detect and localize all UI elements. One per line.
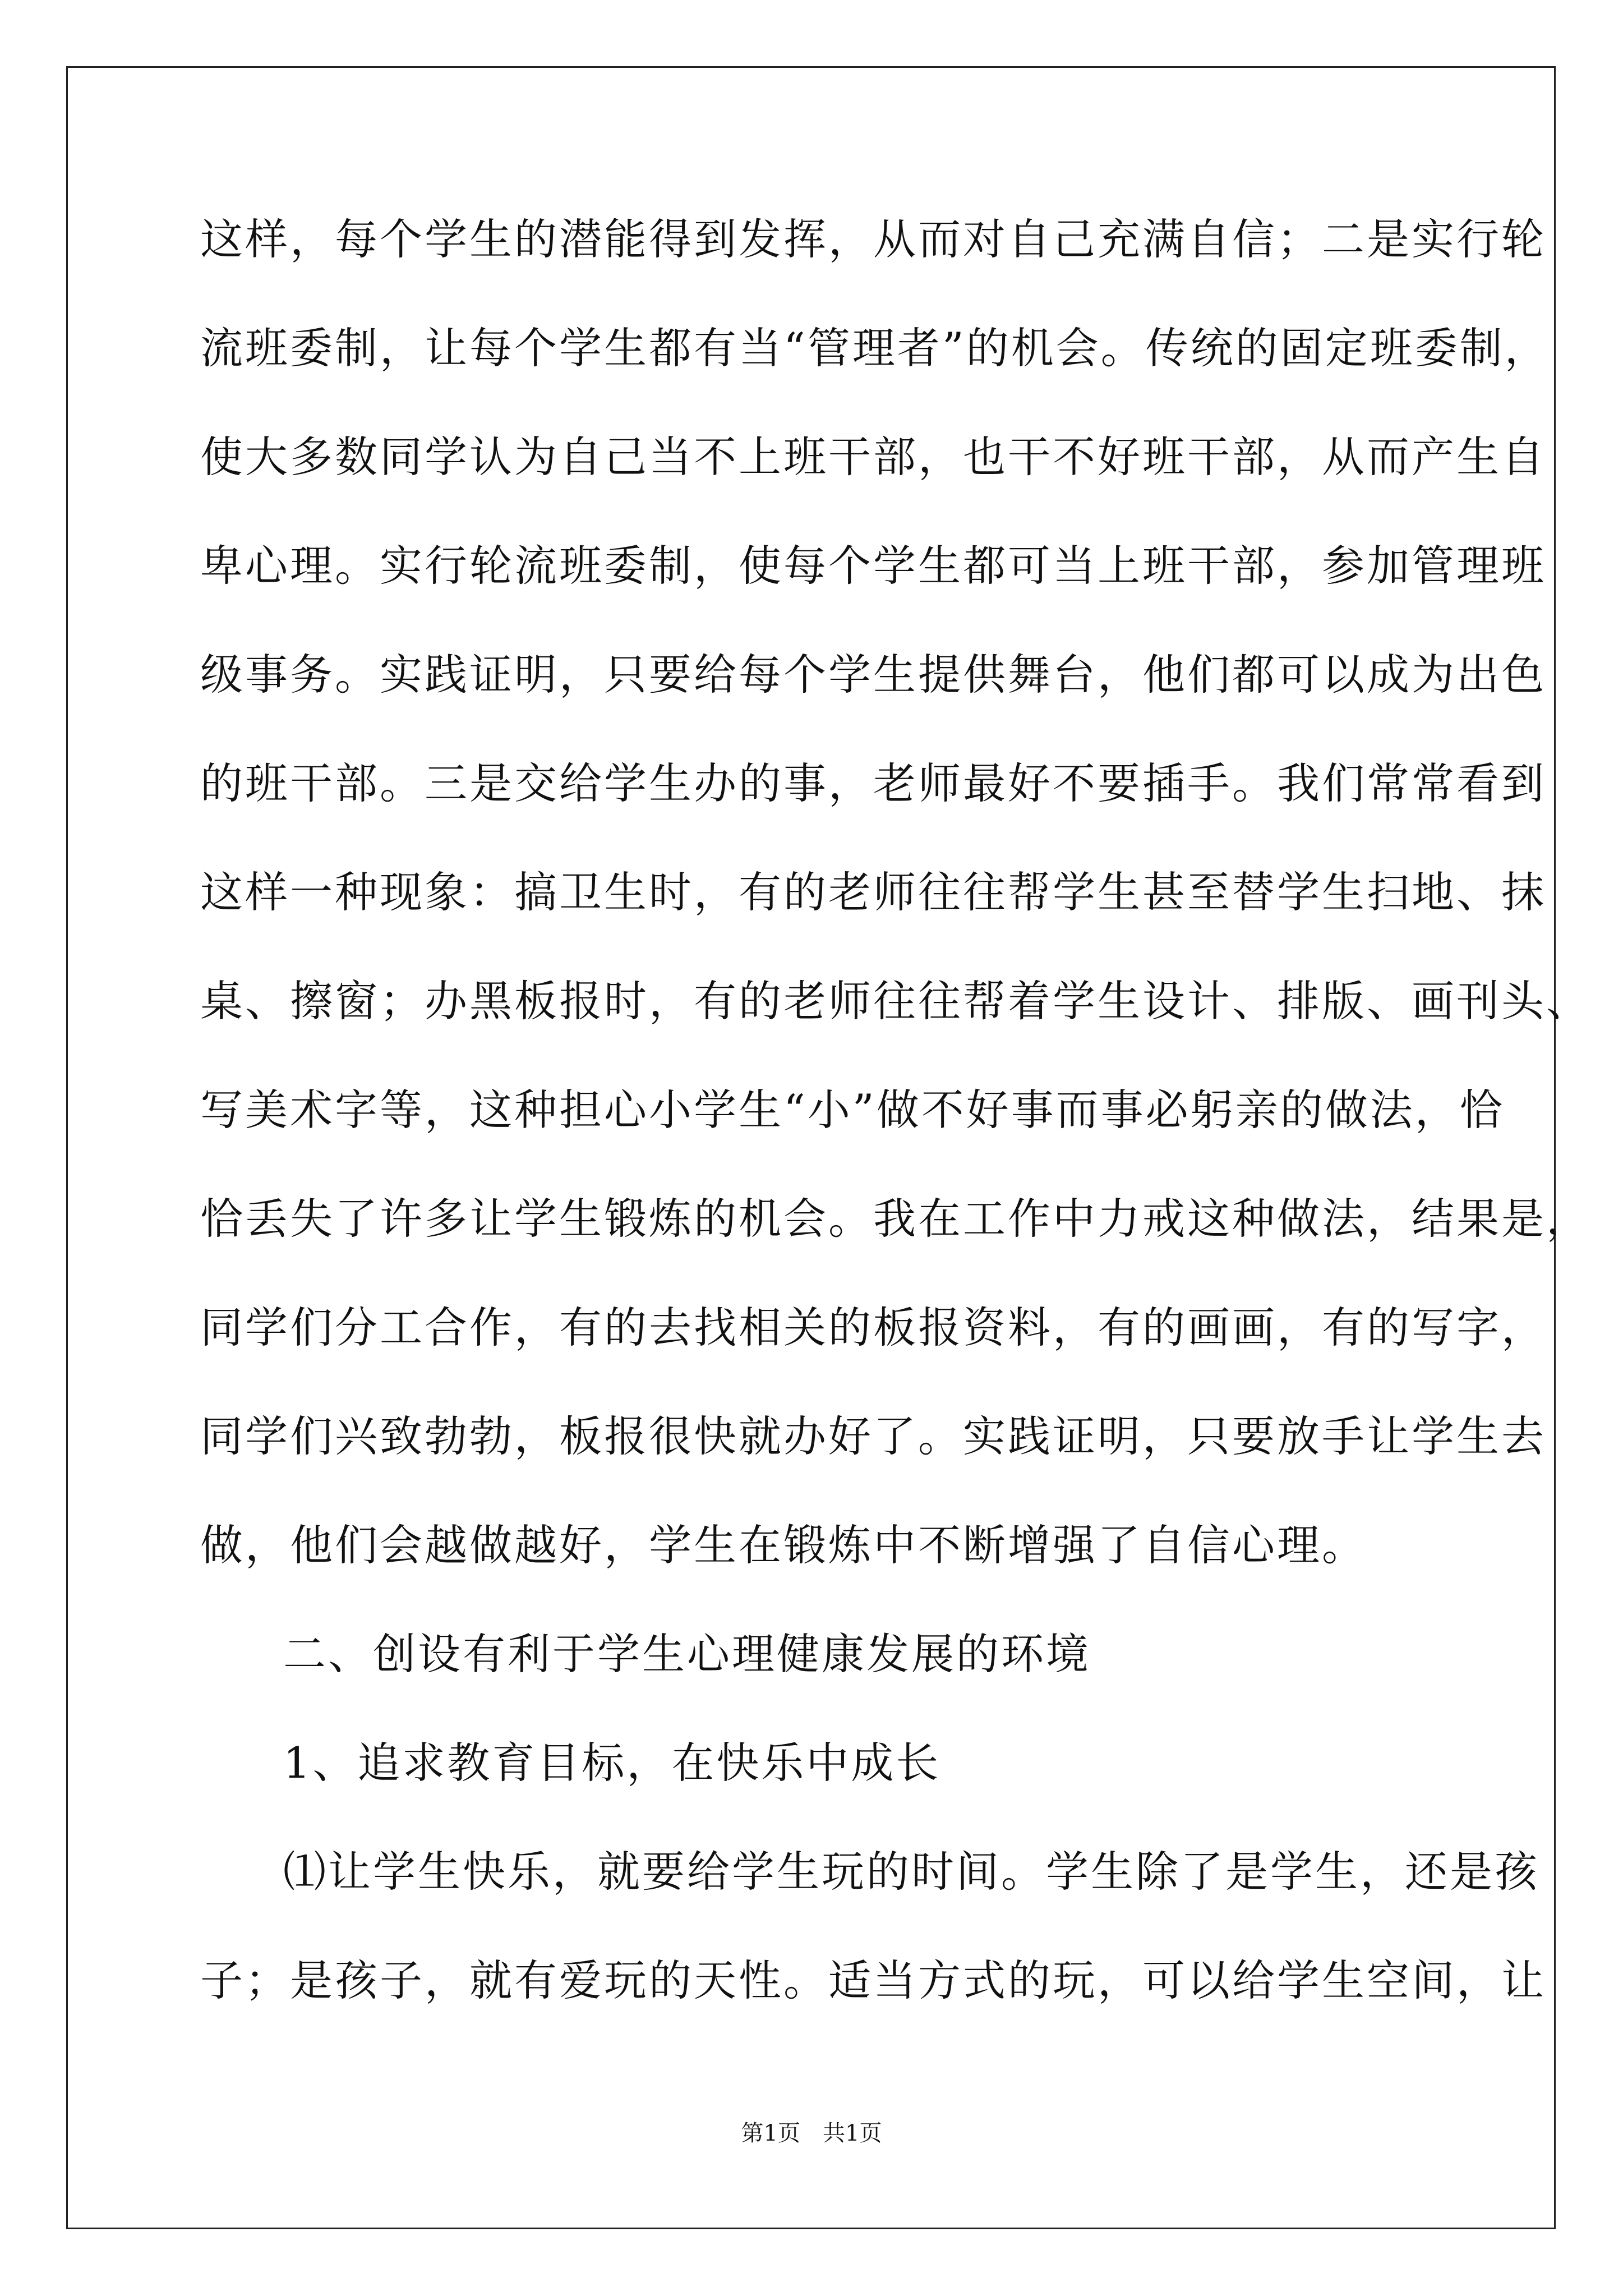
heading-line: 二、创设有利于学生心理健康发展的环境 [283, 1629, 1091, 1679]
text-line: 子；是孩子，就有爱玩的天性。适当方式的玩，可以给学生空间，让 [200, 1955, 1546, 2005]
section-heading [200, 1600, 1468, 1709]
page-number-footer: 第1页 共1页 [741, 2120, 882, 2146]
document-body [200, 185, 1591, 2035]
subsection-heading [200, 1709, 1468, 1818]
heading-line: 1、追求教育目标，在快乐中成长 [283, 1738, 941, 1788]
text-line: 桌、擦窗；办黑板报时，有的老师往往帮着学生设计、排版、画刊头、 [200, 976, 1591, 1026]
text-line: 使大多数同学认为自己当不上班干部，也干不好班干部，从而产生自 [200, 432, 1546, 482]
text-line: 的班干部。三是交给学生办的事，老师最好不要插手。我们常常看到 [200, 758, 1546, 808]
text-line: 这样，每个学生的潜能得到发挥，从而对自己充满自信；二是实行轮 [200, 214, 1546, 264]
text-line: 卑心理。实行轮流班委制，使每个学生都可当上班干部，参加管理班 [200, 541, 1546, 591]
text-line: 做，他们会越做越好，学生在锻炼中不断增强了自信心理。 [200, 1520, 1367, 1570]
paragraph [200, 1818, 1546, 2035]
text-line: 流班委制，让每个学生都有当“管理者”的机会。传统的固定班委制， [200, 323, 1550, 373]
text-line: ⑴让学生快乐，就要给学生玩的时间。学生除了是学生，还是孩 [283, 1847, 1539, 1897]
paragraph [200, 185, 1591, 1600]
text-line: 恰丢失了许多让学生锻炼的机会。我在工作中力戒这种做法，结果是， [200, 1194, 1591, 1244]
text-line: 这样一种现象：搞卫生时，有的老师往往帮学生甚至替学生扫地、抹 [200, 867, 1546, 917]
text-line: 写美术字等，这种担心小学生“小”做不好事而事必躬亲的做法，恰 [200, 1085, 1505, 1135]
text-line: 同学们分工合作，有的去找相关的板报资料，有的画画，有的写字， [200, 1303, 1546, 1352]
text-line: 同学们兴致勃勃，板报很快就办好了。实践证明，只要放手让学生去 [200, 1411, 1546, 1461]
text-line: 级事务。实践证明，只要给每个学生提供舞台，他们都可以成为出色 [200, 650, 1546, 700]
